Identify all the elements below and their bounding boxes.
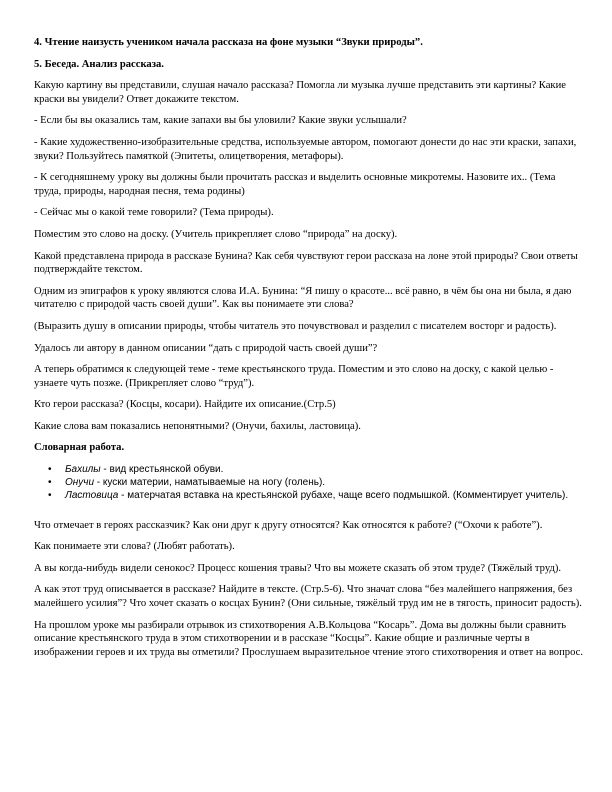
paragraph: Одним из эпиграфов к уроку являются слова И.А. Бунина: “Я пишу о красоте... всё равно, в чём бы она ни была, я даю читателю с природой часть своей души”. Как вы понимаете эти слова? [34,285,572,311]
vocabulary-term: Бахилы [65,464,101,476]
paragraph: Какую картину вы представили, слушая начало рассказа? Помогла ли музыка лучше представить эти картины? Какие краски вы увидели? Ответ докажите текстом. [34,80,566,105]
section-bottom [34,519,584,660]
paragraph: - К сегодняшнему уроку вы должны были прочитать рассказ и выделить основные микротемы. Назовите их.. (Тема труда, природы, народная песня, тема родины) [34,172,556,197]
paragraph: Поместим это слово на доску. (Учитель прикрепляет слово “природа” на доску). [34,228,398,240]
bullet-icon: • [48,490,52,502]
paragraph: Какие слова вам показались непонятными? (Онучи, бахилы, ластовица). [34,420,361,432]
vocabulary-item [34,489,584,502]
paragraph: А теперь обратимся к следующей теме - теме крестьянского труда. Поместим и это слово на доску, с какой целью - узнаете чуть позже. (Прикрепляет слово “труд”). [34,364,554,389]
vocabulary-term: Онучи [65,477,95,489]
document-page [34,36,584,667]
bullet-icon: • [48,464,52,476]
paragraph: Удалось ли автору в данном описании “дать с природой часть своей души”? [34,342,378,354]
paragraph: Что отмечает в героях рассказчик? Как они друг к другу относятся? Как относятся к работе? (“Охочи к работе”). [34,519,543,531]
vocabulary-list [34,463,584,503]
bullet-icon: • [48,477,52,489]
paragraph: А вы когда-нибудь видели сенокос? Процесс кошения травы? Что вы можете сказать об этом труде? (Тяжёлый труд). [34,562,562,574]
vocabulary-definition: - куски материи, наматываемые на ногу (голень). [94,477,326,489]
paragraph: - Какие художественно-изобразительные средства, используемые автором, помогают донести до нас эти краски, запахи, звуки? Пользуйтесь памяткой (Эпитеты, олицетворения, метафоры). [34,136,577,162]
vocabulary-definition: - матерчатая вставка на крестьянской рубахе, чаще всего подмышкой. (Комментирует учитель). [118,490,569,502]
paragraph: Какой представлена природа в рассказе Бунина? Как себя чувствуют герои рассказа на лоне этой природы? Свои ответы подтверждайте текстом. [34,250,578,276]
paragraph: На прошлом уроке мы разбирали отрывок из стихотворения А.В.Кольцова “Косарь”. Дома вы должны были сравнить описание крестьянского труда в этом стихотворении и в рассказе “Косцы”. Какие общие и различные черты в изображении героев и их труда вы отметили? Прослушаем выразительное чтение этого стихотворения и ответ на вопрос. [34,619,583,658]
paragraph: - Если бы вы оказались там, какие запахи вы бы уловили? Какие звуки услышали? [34,115,407,127]
paragraph: Кто герои рассказа? (Косцы, косари). Найдите их описание.(Стр.5) [34,399,336,411]
paragraph: А как этот труд описывается в рассказе? Найдите в тексте. (Стр.5-6). Что значат слова “без малейшего напряжения, без малейшего усилия”? Что хочет сказать о косцах Бунин? (Они сильные, тяжёлый труд им не в тягость, приносит радость). [34,584,582,610]
vocabulary-item [34,463,584,476]
paragraph: - Сейчас мы о какой теме говорили? (Тема природы). [34,207,274,219]
paragraph: Как понимаете эти слова? (Любят работать). [34,541,235,553]
vocabulary-item [34,476,584,489]
vocabulary-term: Ластовица [65,490,119,502]
section-top [34,36,584,455]
section-heading: 5. Беседа. Анализ рассказа. [34,58,164,70]
section-heading: 4. Чтение наизусть учеником начала рассказа на фоне музыки “Звуки природы”. [34,37,423,48]
paragraph: (Выразить душу в описании природы, чтобы читатель это почувствовал и разделил с писателем восторг и радость). [34,320,557,332]
vocabulary-definition: - вид крестьянской обуви. [100,464,224,476]
section-heading: Словарная работа. [34,442,125,454]
